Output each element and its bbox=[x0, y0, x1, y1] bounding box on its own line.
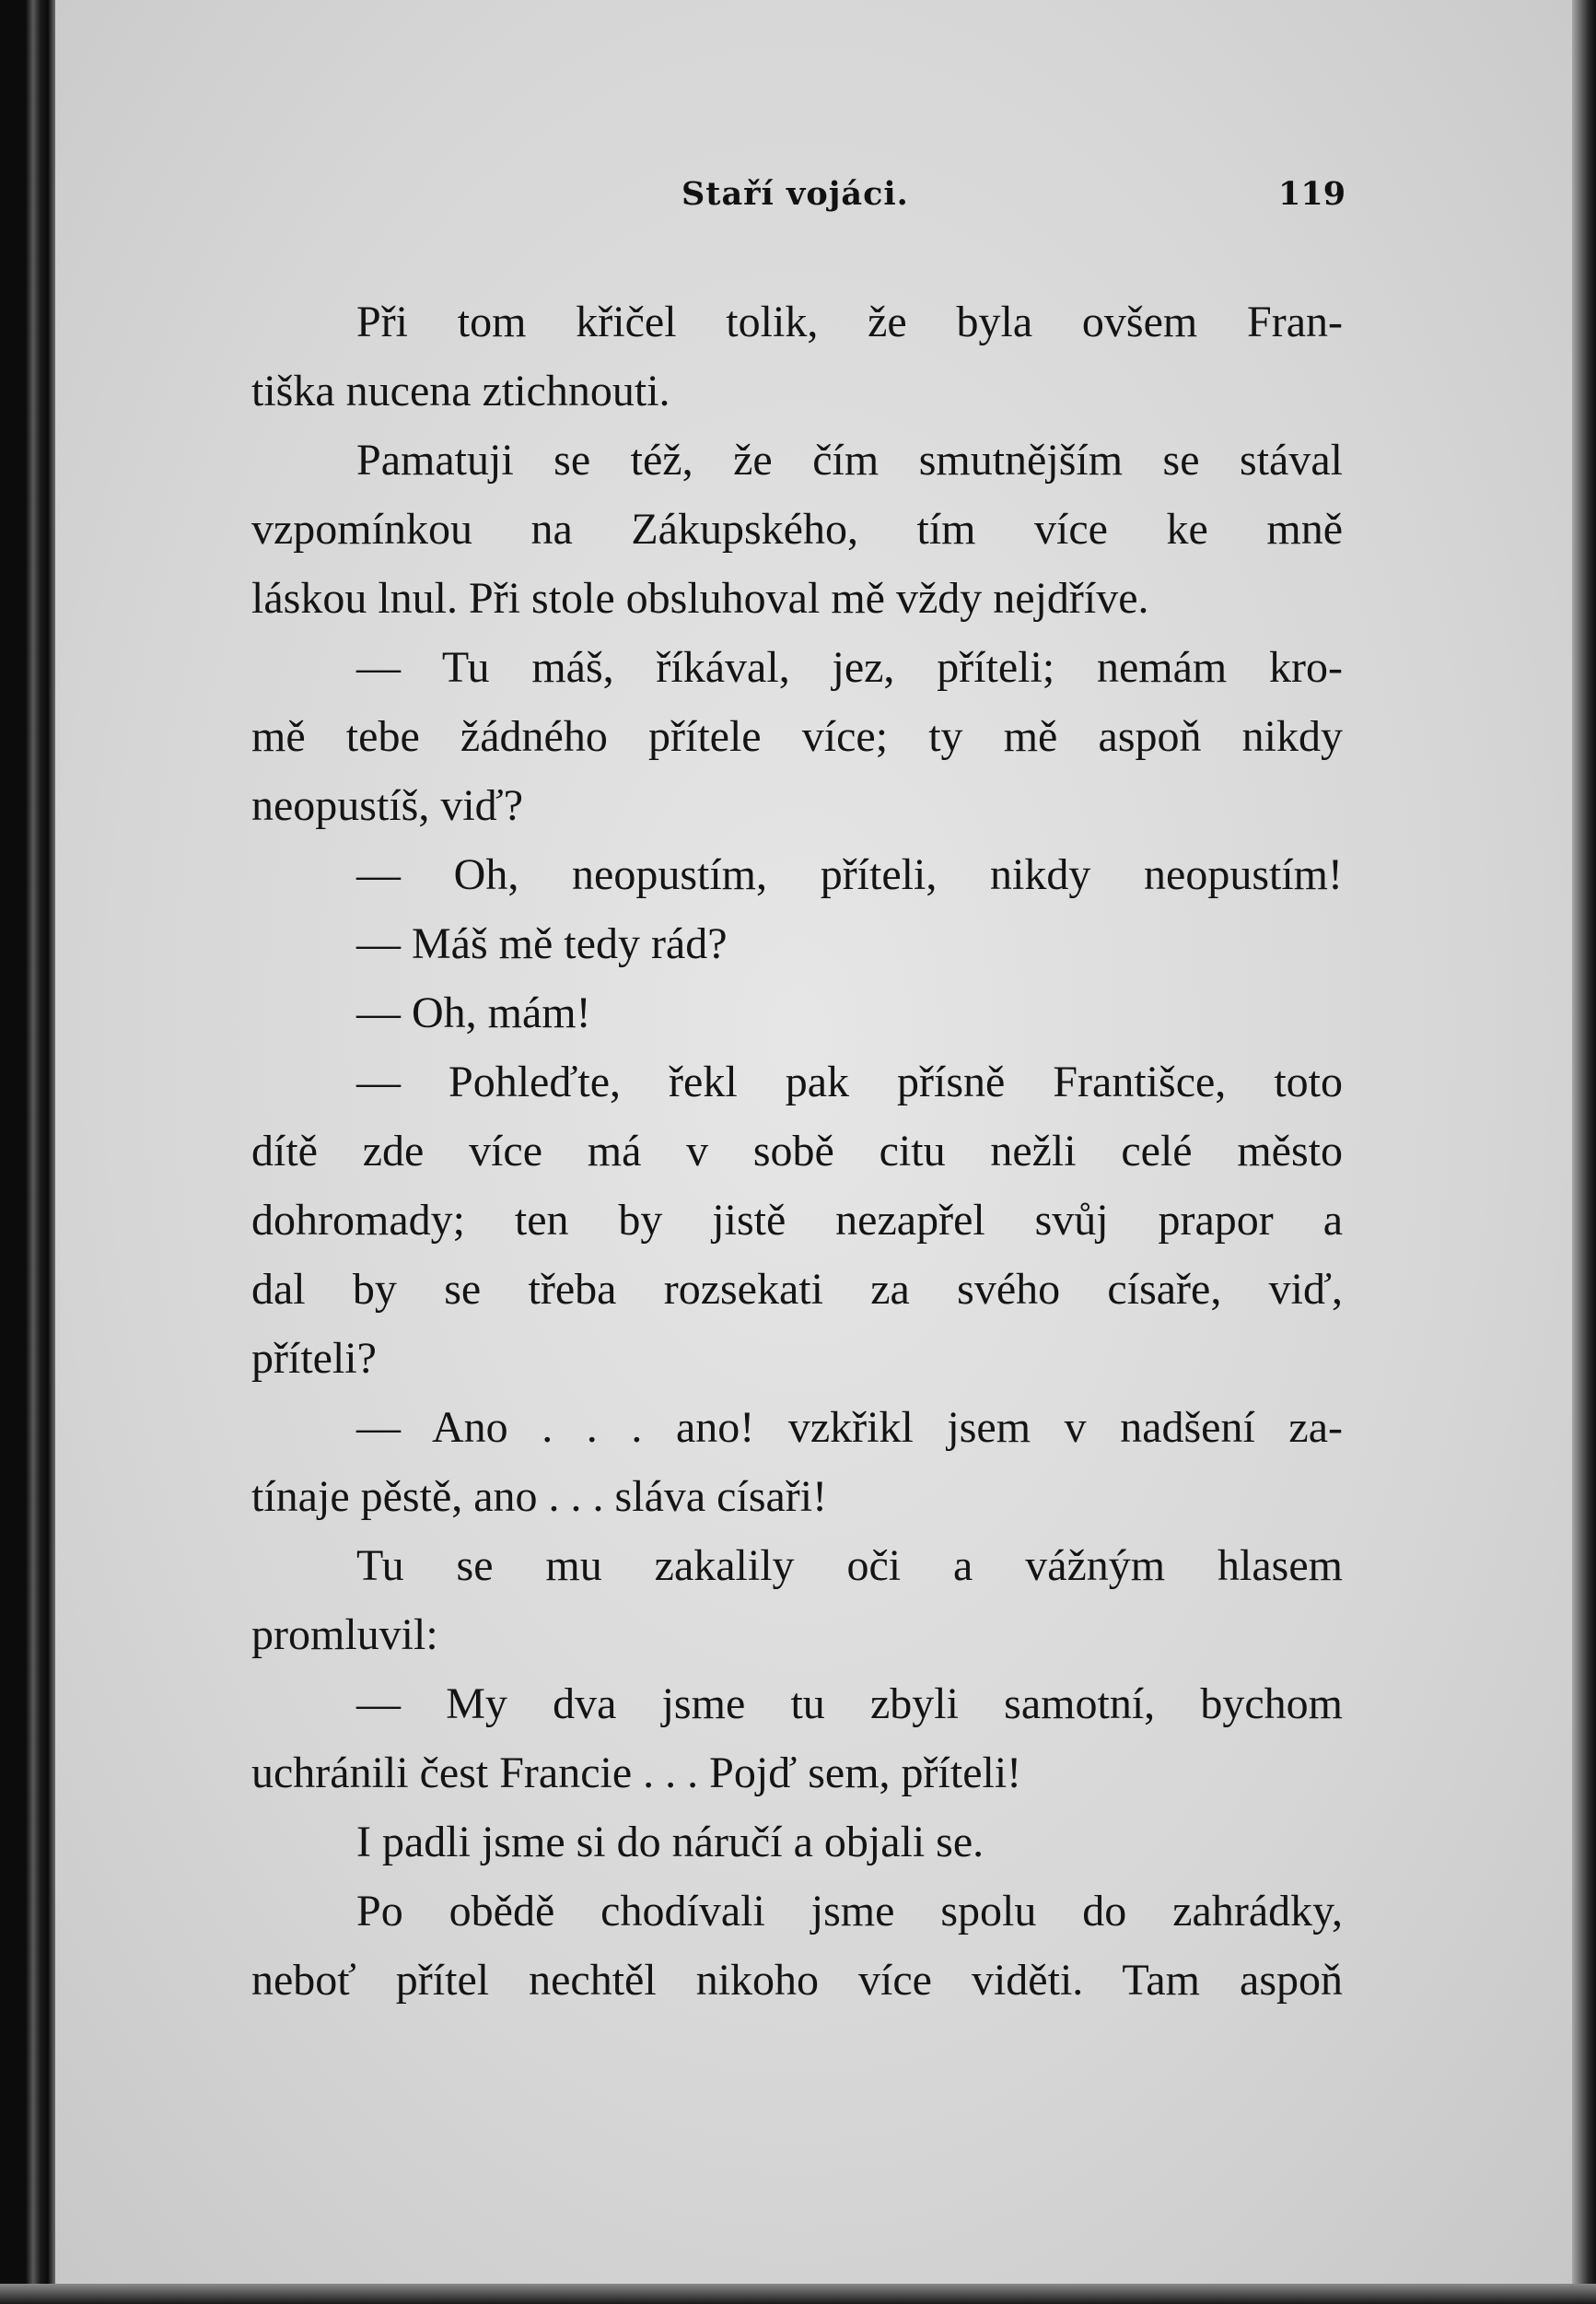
text-line: — My dva jsme tu zbyli samotní, bychom bbox=[356, 1679, 1343, 1728]
text-line: dítě zde více má v sobě citu nežli celé město bbox=[251, 1127, 1343, 1175]
text-line: I padli jsme si do náručí a objali se. bbox=[356, 1818, 984, 1866]
page-bottom-edge bbox=[0, 2284, 1596, 2304]
text-line: vzpomínkou na Zákupského, tím více ke mně bbox=[251, 505, 1343, 554]
text-line: příteli? bbox=[251, 1334, 377, 1383]
page-number: 119 bbox=[1278, 175, 1346, 213]
text-line: dal by se třeba rozsekati za svého císaře, viď, bbox=[251, 1265, 1343, 1314]
running-head: Staří vojáci. bbox=[682, 175, 909, 213]
text-line: dohromady; ten by jistě nezapřel svůj prapor a bbox=[251, 1196, 1343, 1245]
text-line: uchránili čest Francie . . . Pojď sem, příteli! bbox=[251, 1748, 1022, 1797]
text-line: Po obědě chodívali jsme spolu do zahrádky, bbox=[356, 1887, 1343, 1936]
text-line: tiška nucena ztichnouti. bbox=[251, 367, 670, 415]
text-line: promluvil: bbox=[251, 1610, 438, 1659]
book-spine-shadow bbox=[0, 0, 55, 2304]
text-line: — Ano . . . ano! vzkřikl jsem v nadšení za- bbox=[356, 1403, 1343, 1452]
text-line: neopustíš, viď? bbox=[251, 781, 524, 830]
text-line: mě tebe žádného přítele více; ty mě aspoň nikdy bbox=[251, 712, 1343, 761]
text-line: Pamatuji se též, že čím smutnějším se stával bbox=[356, 436, 1343, 485]
text-line: neboť přítel nechtěl nikoho více viděti. Tam aspoň bbox=[251, 1956, 1343, 2005]
text-line: tínaje pěstě, ano . . . sláva císaři! bbox=[251, 1472, 828, 1521]
text-line: — Oh, neopustím, příteli, nikdy neopustím! bbox=[356, 850, 1343, 899]
text-line: — Pohleďte, řekl pak přísně Františce, toto bbox=[356, 1058, 1343, 1106]
text-line: Při tom křičel tolik, že byla ovšem Fran- bbox=[356, 298, 1343, 346]
text-line: láskou lnul. Při stole obsluhoval mě vždy nejdříve. bbox=[251, 574, 1149, 623]
body-text bbox=[251, 287, 1343, 2015]
page-right-edge bbox=[1572, 0, 1596, 2304]
text-line: — Oh, mám! bbox=[356, 988, 591, 1037]
text-line: Tu se mu zakalily oči a vážným hlasem bbox=[356, 1541, 1343, 1590]
text-line: — Máš mě tedy rád? bbox=[356, 919, 728, 968]
text-line: — Tu máš, říkával, jez, příteli; nemám kro- bbox=[356, 643, 1343, 692]
